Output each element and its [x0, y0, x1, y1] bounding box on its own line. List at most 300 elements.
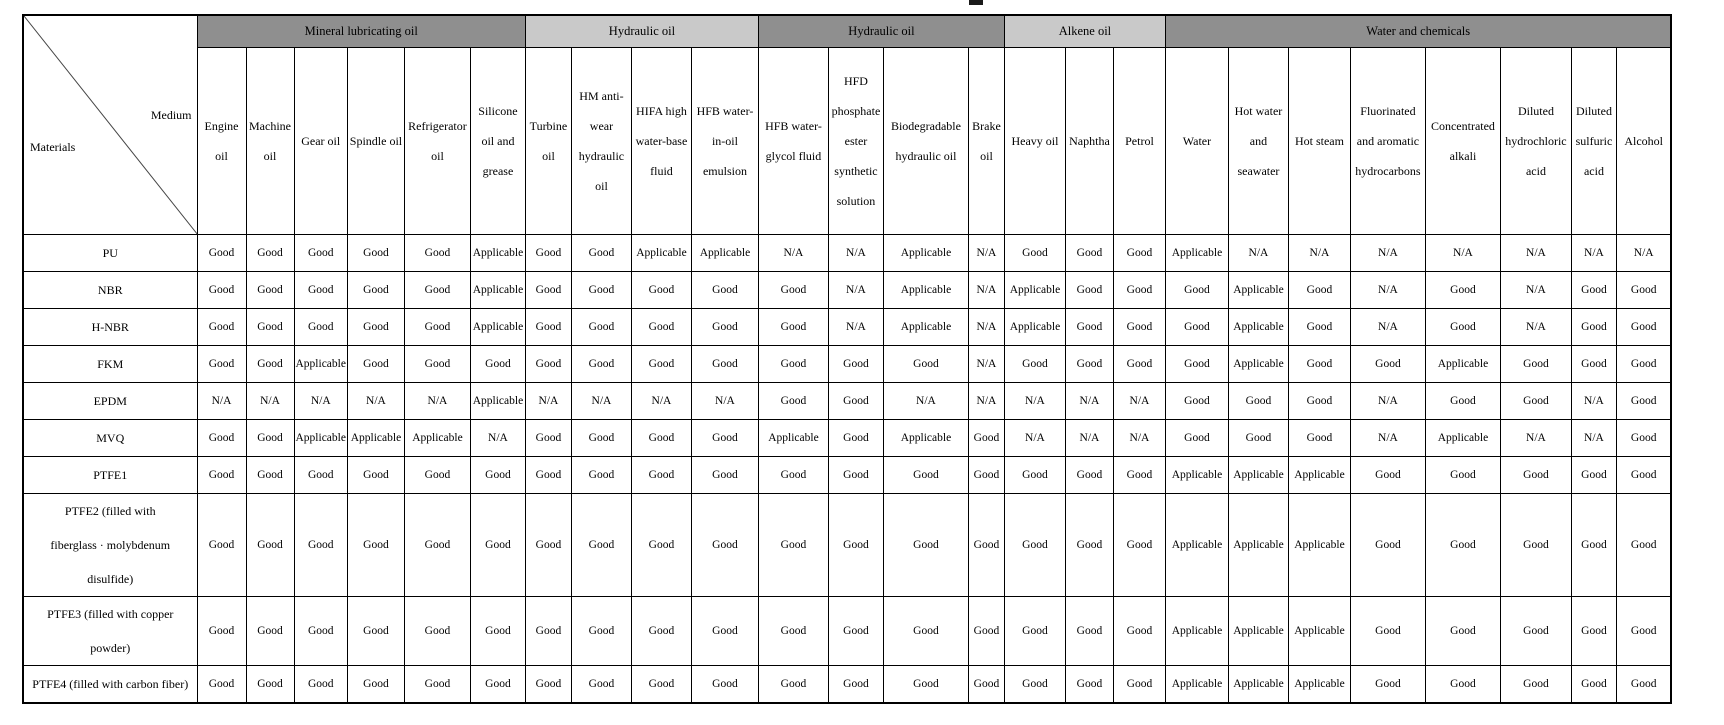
table-row	[23, 420, 1671, 457]
value-cell: Applicable	[1165, 666, 1228, 704]
column-header-engine-oil: Engine oil	[197, 48, 246, 235]
value-cell: Applicable	[1228, 666, 1288, 704]
value-cell: N/A	[1113, 383, 1165, 420]
value-cell: Applicable	[347, 420, 404, 457]
value-cell: Good	[197, 235, 246, 272]
value-cell: Good	[1165, 420, 1228, 457]
table-body	[23, 235, 1671, 704]
value-cell: Applicable	[1425, 420, 1500, 457]
value-cell: Applicable	[883, 309, 968, 346]
value-cell: Good	[1065, 309, 1113, 346]
value-cell: Good	[631, 346, 691, 383]
value-cell: Good	[1350, 494, 1425, 597]
value-cell: Applicable	[470, 383, 525, 420]
table-row	[23, 597, 1671, 666]
column-header-machine-oil: Machine oil	[246, 48, 294, 235]
column-header-hot-water-and-seawater: Hot water and seawater	[1228, 48, 1288, 235]
value-cell: Good	[1616, 383, 1671, 420]
value-cell: Good	[1004, 494, 1065, 597]
value-cell: Good	[197, 597, 246, 666]
value-cell: Good	[525, 309, 571, 346]
value-cell: N/A	[968, 383, 1004, 420]
value-cell: Good	[571, 346, 631, 383]
value-cell: Applicable	[631, 235, 691, 272]
value-cell: Good	[1425, 309, 1500, 346]
table-row	[23, 494, 1671, 597]
value-cell: N/A	[525, 383, 571, 420]
column-header-diluted-sulfuric-acid: Diluted sulfuric acid	[1571, 48, 1616, 235]
column-header-hfb-water-glycol-fluid: HFB water-glycol fluid	[758, 48, 828, 235]
value-cell: Good	[197, 272, 246, 309]
value-cell: Good	[691, 666, 758, 704]
value-cell: Good	[246, 494, 294, 597]
value-cell: Applicable	[883, 235, 968, 272]
column-header-hfb-water-in-oil-emulsion: HFB water-in-oil emulsion	[691, 48, 758, 235]
value-cell: Good	[1571, 309, 1616, 346]
column-header-turbine-oil: Turbine oil	[525, 48, 571, 235]
value-cell: N/A	[1350, 235, 1425, 272]
value-cell: Good	[1425, 383, 1500, 420]
column-header-brake-oil: Brake oil	[968, 48, 1004, 235]
group-header-alkene-oil: Alkene oil	[1004, 15, 1165, 48]
value-cell: Good	[571, 597, 631, 666]
value-cell: N/A	[828, 235, 883, 272]
value-cell: N/A	[347, 383, 404, 420]
value-cell: Good	[197, 666, 246, 704]
value-cell: Good	[294, 309, 347, 346]
column-header-hifa-high-water-base-fluid: HIFA high water-base fluid	[631, 48, 691, 235]
value-cell: Good	[1571, 494, 1616, 597]
column-header-gear-oil: Gear oil	[294, 48, 347, 235]
value-cell: Good	[470, 597, 525, 666]
material-label-epdm	[23, 383, 197, 420]
value-cell: Good	[828, 666, 883, 704]
column-header-hfd-phosphate-ester-synthetic-solution: HFD phosphate ester synthetic solution	[828, 48, 883, 235]
table-row	[23, 666, 1671, 704]
value-cell: Applicable	[1228, 272, 1288, 309]
value-cell: Applicable	[1228, 457, 1288, 494]
value-cell: Good	[828, 383, 883, 420]
value-cell: Good	[294, 235, 347, 272]
value-cell: Good	[1500, 457, 1571, 494]
value-cell: Good	[1571, 666, 1616, 704]
column-header-concentrated-alkali: Concentrated alkali	[1425, 48, 1500, 235]
value-cell: N/A	[968, 346, 1004, 383]
value-cell: Good	[1616, 597, 1671, 666]
value-cell: Good	[1425, 666, 1500, 704]
value-cell: Good	[1616, 346, 1671, 383]
value-cell: Good	[1065, 597, 1113, 666]
value-cell: Good	[691, 597, 758, 666]
value-cell: Good	[1616, 309, 1671, 346]
material-label-h-nbr	[23, 309, 197, 346]
value-cell: Good	[525, 272, 571, 309]
value-cell: Good	[1571, 457, 1616, 494]
value-cell: Applicable	[1165, 235, 1228, 272]
value-cell: Good	[294, 457, 347, 494]
material-label-line: PTFE3 (filled with copper	[47, 607, 174, 621]
value-cell: Good	[1616, 272, 1671, 309]
value-cell: Good	[347, 457, 404, 494]
value-cell: Applicable	[1165, 494, 1228, 597]
value-cell: Applicable	[1165, 457, 1228, 494]
value-cell: Good	[1165, 309, 1228, 346]
value-cell: Good	[1425, 494, 1500, 597]
value-cell: Good	[1113, 666, 1165, 704]
value-cell: N/A	[968, 235, 1004, 272]
material-label-line: MVQ	[96, 431, 125, 445]
material-label-nbr	[23, 272, 197, 309]
column-header-row	[23, 48, 1671, 235]
material-label-line: PTFE4 (filled with carbon fiber)	[32, 677, 189, 691]
value-cell: Good	[1500, 597, 1571, 666]
value-cell: N/A	[691, 383, 758, 420]
value-cell: Good	[691, 494, 758, 597]
value-cell: Good	[1065, 272, 1113, 309]
column-header-alcohol: Alcohol	[1616, 48, 1671, 235]
value-cell: Good	[470, 666, 525, 704]
value-cell: Good	[1004, 597, 1065, 666]
value-cell: Good	[1425, 597, 1500, 666]
group-header-water-and-chemicals: Water and chemicals	[1165, 15, 1671, 48]
value-cell: Good	[1165, 346, 1228, 383]
value-cell: N/A	[1500, 420, 1571, 457]
value-cell: N/A	[1571, 420, 1616, 457]
value-cell: Applicable	[1288, 457, 1350, 494]
value-cell: Good	[968, 494, 1004, 597]
value-cell: Good	[470, 346, 525, 383]
value-cell: Good	[294, 597, 347, 666]
value-cell: Applicable	[1228, 346, 1288, 383]
value-cell: Good	[1288, 272, 1350, 309]
column-header-water: Water	[1165, 48, 1228, 235]
material-label-line: disulfide)	[87, 572, 134, 586]
value-cell: N/A	[1571, 383, 1616, 420]
value-cell: N/A	[1228, 235, 1288, 272]
value-cell: Good	[347, 666, 404, 704]
material-label-ptfe3-filled-with-copper-powder	[23, 597, 197, 666]
value-cell: Good	[883, 666, 968, 704]
value-cell: Good	[571, 457, 631, 494]
value-cell: Good	[691, 420, 758, 457]
value-cell: N/A	[1500, 235, 1571, 272]
value-cell: Good	[246, 346, 294, 383]
table-row	[23, 272, 1671, 309]
value-cell: Good	[1004, 346, 1065, 383]
value-cell: Good	[1500, 666, 1571, 704]
corner-medium-label: Medium	[150, 107, 192, 122]
value-cell: Good	[1616, 420, 1671, 457]
value-cell: Good	[1065, 346, 1113, 383]
value-cell: Good	[404, 235, 470, 272]
value-cell: Good	[525, 420, 571, 457]
value-cell: Good	[968, 597, 1004, 666]
material-label-line: fiberglass · molybdenum	[50, 538, 171, 552]
value-cell: N/A	[1500, 272, 1571, 309]
value-cell: Applicable	[883, 420, 968, 457]
value-cell: Applicable	[691, 235, 758, 272]
value-cell: Good	[246, 309, 294, 346]
value-cell: Good	[571, 420, 631, 457]
value-cell: N/A	[1500, 309, 1571, 346]
value-cell: Good	[828, 597, 883, 666]
value-cell: Good	[631, 309, 691, 346]
table-row	[23, 383, 1671, 420]
value-cell: N/A	[1065, 420, 1113, 457]
value-cell: N/A	[968, 272, 1004, 309]
material-label-line: H-NBR	[91, 320, 129, 334]
value-cell: Good	[525, 346, 571, 383]
material-label-ptfe4-filled-with-carbon-fiber	[23, 666, 197, 704]
value-cell: N/A	[1616, 235, 1671, 272]
value-cell: Good	[1004, 666, 1065, 704]
material-label-line: powder)	[90, 641, 131, 655]
value-cell: Good	[1113, 597, 1165, 666]
value-cell: Applicable	[404, 420, 470, 457]
column-header-hot-steam: Hot steam	[1288, 48, 1350, 235]
column-header-refrigerator-oil: Refrigerator oil	[404, 48, 470, 235]
value-cell: Good	[246, 272, 294, 309]
table-row	[23, 346, 1671, 383]
value-cell: Good	[1113, 235, 1165, 272]
value-cell: Good	[525, 597, 571, 666]
value-cell: Good	[1065, 666, 1113, 704]
table-row	[23, 235, 1671, 272]
value-cell: Good	[883, 346, 968, 383]
value-cell: N/A	[1288, 235, 1350, 272]
column-header-heavy-oil: Heavy oil	[1004, 48, 1065, 235]
material-label-line: NBR	[97, 283, 123, 297]
value-cell: Applicable	[1165, 597, 1228, 666]
group-header-hydraulic-oil: Hydraulic oil	[758, 15, 1004, 48]
value-cell: Good	[1065, 235, 1113, 272]
value-cell: Good	[1004, 235, 1065, 272]
value-cell: Good	[691, 457, 758, 494]
value-cell: Good	[1004, 457, 1065, 494]
value-cell: Applicable	[1228, 494, 1288, 597]
value-cell: Good	[246, 457, 294, 494]
value-cell: Good	[828, 494, 883, 597]
value-cell: Good	[404, 666, 470, 704]
value-cell: Applicable	[470, 272, 525, 309]
column-header-petrol: Petrol	[1113, 48, 1165, 235]
table-row	[23, 457, 1671, 494]
value-cell: N/A	[197, 383, 246, 420]
value-cell: N/A	[758, 235, 828, 272]
value-cell: Good	[404, 309, 470, 346]
value-cell: Good	[968, 457, 1004, 494]
table-row	[23, 309, 1671, 346]
value-cell: N/A	[1350, 309, 1425, 346]
value-cell: Good	[246, 597, 294, 666]
value-cell: Good	[525, 457, 571, 494]
column-header-silicone-oil-and-grease: Silicone oil and grease	[470, 48, 525, 235]
value-cell: Good	[968, 420, 1004, 457]
group-header-row	[23, 15, 1671, 48]
value-cell: Good	[1571, 346, 1616, 383]
value-cell: N/A	[1065, 383, 1113, 420]
value-cell: N/A	[404, 383, 470, 420]
value-cell: Good	[758, 494, 828, 597]
value-cell: Good	[1065, 494, 1113, 597]
value-cell: Applicable	[1004, 272, 1065, 309]
corner-materials-label: Materials	[30, 140, 76, 155]
value-cell: Good	[1113, 272, 1165, 309]
value-cell: N/A	[968, 309, 1004, 346]
value-cell: Good	[197, 346, 246, 383]
value-cell: N/A	[1004, 420, 1065, 457]
group-header-hydraulic-oil: Hydraulic oil	[525, 15, 758, 48]
value-cell: Good	[883, 457, 968, 494]
value-cell: N/A	[1350, 420, 1425, 457]
material-label-line: PTFE2 (filled with	[64, 504, 156, 518]
value-cell: Applicable	[1288, 494, 1350, 597]
value-cell: Good	[631, 494, 691, 597]
value-cell: Good	[1065, 457, 1113, 494]
value-cell: Applicable	[1004, 309, 1065, 346]
material-label-mvq	[23, 420, 197, 457]
value-cell: Applicable	[470, 309, 525, 346]
value-cell: Good	[1500, 383, 1571, 420]
value-cell: Good	[1288, 346, 1350, 383]
value-cell: Good	[1228, 420, 1288, 457]
value-cell: Applicable	[1425, 346, 1500, 383]
material-medium-compatibility-table	[22, 14, 1672, 704]
group-header-mineral-lubricating-oil: Mineral lubricating oil	[197, 15, 525, 48]
value-cell: Good	[571, 494, 631, 597]
value-cell: Good	[246, 235, 294, 272]
value-cell: Good	[246, 420, 294, 457]
material-label-ptfe2-filled-with-fiberglass-molybdenum-disulfide	[23, 494, 197, 597]
value-cell: Good	[1228, 383, 1288, 420]
value-cell: Good	[1500, 494, 1571, 597]
value-cell: Good	[1288, 383, 1350, 420]
value-cell: Good	[883, 494, 968, 597]
value-cell: Good	[294, 666, 347, 704]
material-label-line: PU	[102, 246, 118, 260]
value-cell: Good	[525, 494, 571, 597]
value-cell: Good	[758, 666, 828, 704]
value-cell: Good	[470, 494, 525, 597]
value-cell: Good	[1500, 346, 1571, 383]
value-cell: Good	[1288, 309, 1350, 346]
value-cell: Good	[758, 272, 828, 309]
value-cell: Good	[294, 494, 347, 597]
corner-cell	[23, 15, 197, 235]
material-label-ptfe1	[23, 457, 197, 494]
value-cell: N/A	[828, 272, 883, 309]
value-cell: Good	[691, 272, 758, 309]
value-cell: N/A	[1350, 383, 1425, 420]
value-cell: Good	[883, 597, 968, 666]
value-cell: Good	[347, 346, 404, 383]
value-cell: Good	[691, 309, 758, 346]
value-cell: N/A	[1425, 235, 1500, 272]
value-cell: Good	[828, 457, 883, 494]
value-cell: Good	[631, 666, 691, 704]
material-label-line: FKM	[97, 357, 124, 371]
value-cell: Good	[404, 494, 470, 597]
column-header-diluted-hydrochloric-acid: Diluted hydrochloric acid	[1500, 48, 1571, 235]
material-label-line: EPDM	[93, 394, 127, 408]
value-cell: Good	[1165, 272, 1228, 309]
value-cell: Applicable	[470, 235, 525, 272]
value-cell: Good	[1350, 457, 1425, 494]
value-cell: Good	[197, 494, 246, 597]
value-cell: Good	[1350, 346, 1425, 383]
value-cell: Good	[404, 457, 470, 494]
value-cell: Good	[525, 235, 571, 272]
value-cell: Good	[347, 597, 404, 666]
value-cell: Good	[347, 272, 404, 309]
value-cell: Good	[197, 309, 246, 346]
value-cell: Good	[968, 666, 1004, 704]
value-cell: Good	[758, 383, 828, 420]
value-cell: Good	[631, 597, 691, 666]
value-cell: Good	[1113, 309, 1165, 346]
value-cell: Good	[758, 346, 828, 383]
value-cell: Good	[631, 420, 691, 457]
value-cell: Good	[1571, 597, 1616, 666]
material-label-pu	[23, 235, 197, 272]
value-cell: Applicable	[1228, 597, 1288, 666]
value-cell: Good	[1571, 272, 1616, 309]
value-cell: N/A	[883, 383, 968, 420]
value-cell: Good	[691, 346, 758, 383]
value-cell: Good	[1288, 420, 1350, 457]
column-header-naphtha: Naphtha	[1065, 48, 1113, 235]
value-cell: N/A	[1350, 272, 1425, 309]
value-cell: N/A	[246, 383, 294, 420]
value-cell: N/A	[571, 383, 631, 420]
value-cell: Good	[631, 272, 691, 309]
value-cell: Applicable	[1288, 666, 1350, 704]
value-cell: Good	[404, 597, 470, 666]
value-cell: Good	[1113, 346, 1165, 383]
value-cell: N/A	[1113, 420, 1165, 457]
value-cell: Good	[1350, 597, 1425, 666]
column-header-spindle-oil: Spindle oil	[347, 48, 404, 235]
value-cell: N/A	[1004, 383, 1065, 420]
value-cell: Applicable	[758, 420, 828, 457]
value-cell: Good	[525, 666, 571, 704]
value-cell: Good	[1616, 494, 1671, 597]
value-cell: N/A	[470, 420, 525, 457]
column-header-hm-anti-wear-hydraulic-oil: HM anti-wear hydraulic oil	[571, 48, 631, 235]
value-cell: Good	[571, 666, 631, 704]
value-cell: Applicable	[294, 420, 347, 457]
value-cell: Good	[347, 235, 404, 272]
value-cell: Good	[1113, 494, 1165, 597]
value-cell: Applicable	[1228, 309, 1288, 346]
value-cell: Good	[758, 309, 828, 346]
material-label-line: PTFE1	[93, 468, 128, 482]
value-cell: Good	[197, 457, 246, 494]
value-cell: N/A	[1571, 235, 1616, 272]
value-cell: Good	[470, 457, 525, 494]
value-cell: Good	[571, 309, 631, 346]
value-cell: Good	[571, 235, 631, 272]
corner-diagonal-line	[24, 16, 197, 235]
column-header-biodegradable-hydraulic-oil: Biodegradable hydraulic oil	[883, 48, 968, 235]
value-cell: Good	[828, 346, 883, 383]
value-cell: Good	[1425, 272, 1500, 309]
value-cell: Good	[1165, 383, 1228, 420]
material-label-fkm	[23, 346, 197, 383]
value-cell: Good	[828, 420, 883, 457]
value-cell: Good	[404, 346, 470, 383]
value-cell: N/A	[828, 309, 883, 346]
